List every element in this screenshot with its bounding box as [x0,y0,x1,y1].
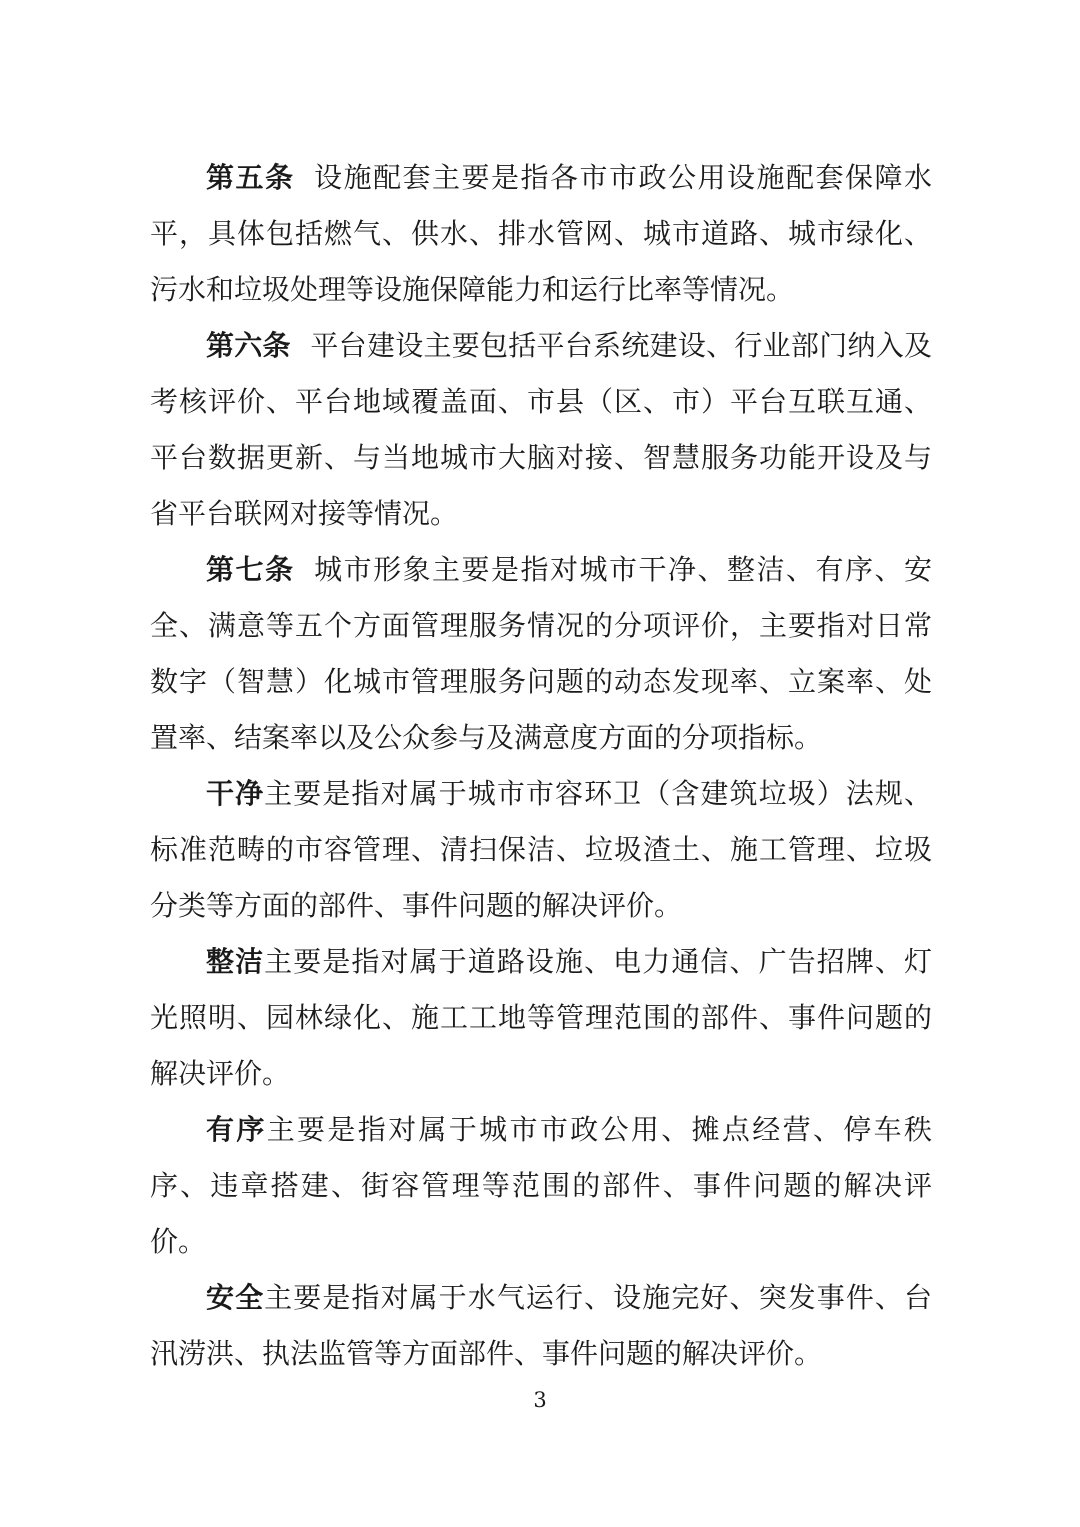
article-5-number: 第五条 [206,161,295,194]
article-6-text: 平台建设主要包括平台系统建设、行业部门纳入及考核评价、平台地域覆盖面、市县（区、市）平台互联互通、平台数据更新、与当地城市大脑对接、智慧服务功能开设及与省平台联网对接等情况。 [150,329,932,530]
term-safe-label: 安全 [206,1281,265,1314]
article-7-text: 城市形象主要是指对城市干净、整洁、有序、安全、满意等五个方面管理服务情况的分项评价，主要指对日常数字（智慧）化城市管理服务问题的动态发现率、立案率、处置率、结案率以及公众参与及满意度方面的分项指标。 [150,553,932,754]
article-5-paragraph [150,150,932,318]
article-6-number: 第六条 [206,329,291,362]
article-7-number: 第七条 [206,553,295,586]
term-clean-paragraph [150,766,932,934]
term-orderly-label: 有序 [206,1113,267,1146]
term-orderly-paragraph [150,1102,932,1270]
document-body [150,150,932,1382]
term-safe-paragraph [150,1270,932,1382]
term-safe-text: 主要是指对属于水气运行、设施完好、突发事件、台汛涝洪、执法监管等方面部件、事件问题的解决评价。 [150,1281,932,1370]
term-clean-label: 干净 [206,777,265,810]
term-orderly-text: 主要是指对属于城市市政公用、摊点经营、停车秩序、违章搭建、街容管理等范围的部件、事件问题的解决评价。 [150,1113,932,1258]
article-7-paragraph [150,542,932,766]
term-tidy-text: 主要是指对属于道路设施、电力通信、广告招牌、灯光照明、园林绿化、施工工地等管理范围的部件、事件问题的解决评价。 [150,945,932,1090]
article-5-text: 设施配套主要是指各市市政公用设施配套保障水平，具体包括燃气、供水、排水管网、城市道路、城市绿化、污水和垃圾处理等设施保障能力和运行比率等情况。 [150,161,932,306]
article-6-paragraph [150,318,932,542]
term-tidy-label: 整洁 [206,945,265,978]
term-clean-text: 主要是指对属于城市市容环卫（含建筑垃圾）法规、标准范畴的市容管理、清扫保洁、垃圾渣土、施工管理、垃圾分类等方面的部件、事件问题的解决评价。 [150,777,932,922]
term-tidy-paragraph [150,934,932,1102]
page-number: 3 [533,1388,547,1412]
